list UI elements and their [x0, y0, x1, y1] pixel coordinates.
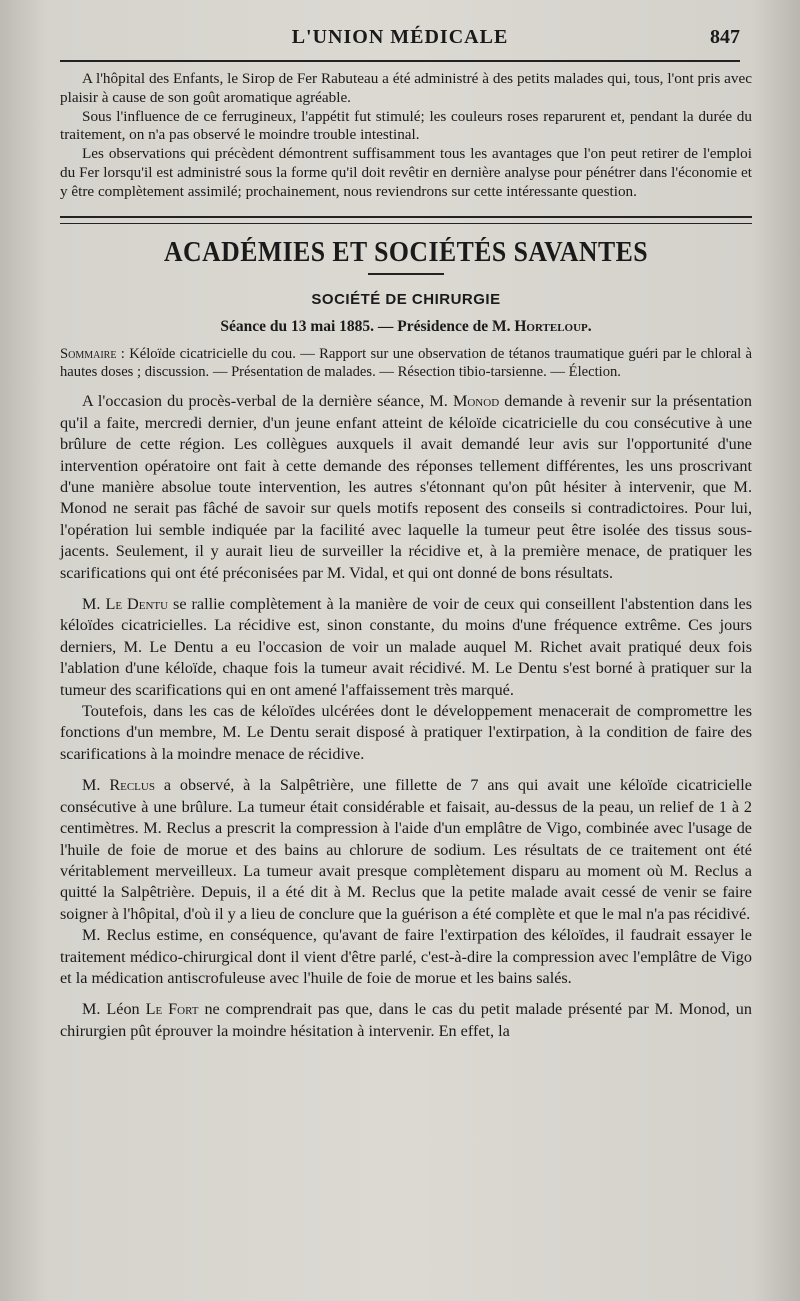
article-body	[60, 70, 752, 1042]
society-title: SOCIÉTÉ DE CHIRURGIE	[311, 290, 501, 308]
paragraph-text: a observé, à la Salpêtrière, une fillette de 7 ans qui avait une kéloïde cicatricielle consécutive à une brûlure. La tumeur était considérable et faisait, au-dessus de la peau, un relief de 1 à 2 centimètres. M. Reclus a prescrit la compression à l'aide d'un emplâtre de Vigo, combinée avec l'usage de l'huile de foie de morue et des bains au chlorure de sodium. Les résultats de ce traitement ont été véritablement merveilleux. La tumeur avait presque complètement disparu au moment où M. Reclus a quitté la Salpêtrière. Depuis, il a été dit à M. Reclus que la petite malade avait cessé de venir se faire soigner à l'hôpital, d'où il y a lieu de conclure que la guérison a été complète et que le mal n'a pas récidivé.	[60, 776, 752, 923]
body-paragraph	[60, 999, 752, 1042]
intro-paragraph: Sous l'influence de ce ferrugineux, l'appétit fut stimulé; les couleurs roses reparurent et, pendant la durée du traitement, on n'a pas observé le moindre trouble intestinal.	[60, 107, 752, 144]
summary	[60, 346, 752, 382]
speaker-name: Le Fort	[145, 1000, 199, 1019]
paragraph-prefix: M.	[82, 595, 106, 614]
paragraph-list	[60, 391, 752, 1042]
paragraph-text: demande à revenir sur la présentation qu'il a faite, mercredi dernier, d'un jeune enfant atteint de kéloïde cicatricielle du cou consécutive à une brûlure de cette région. Les collègues auxquels il avait demandé leur avis sur l'opportunité d'une intervention opératoire ont fait à cette demande des réponses tellement différentes, les uns proscrivant d'une manière absolue toute intervention, les autres s'étonnant qu'on pût hésiter à intervenir, que M. Monod ne serait pas fâché de savoir sur quels motifs reposent des conseils si contradictoires. Pour lui, l'opération lui semble indiquée par la facilité avec laquelle la tumeur peut être isolée des tissus sous-jacents. Seulement, il y aurait lieu de surveiller la récidive et, à la première menace, de pratiquer les scarifications qui ont été préconisées par M. Vidal, et qui ont donné de bons résultats.	[60, 392, 752, 582]
page-number: 847	[710, 26, 740, 48]
paragraph-gap	[60, 989, 752, 999]
intro-paragraph: A l'hôpital des Enfants, le Sirop de Fer Rabuteau a été administré à des petits malades qui, tous, l'ont pris avec plaisir à cause de son goût aromatique agréable.	[60, 70, 752, 106]
body-paragraph	[60, 391, 752, 584]
paragraph-prefix: A l'occasion du procès-verbal de la dernière séance, M.	[82, 392, 453, 411]
summary-label: Sommaire	[60, 345, 117, 362]
section-divider	[60, 216, 752, 224]
speaker-name: Le Dentu	[105, 595, 169, 614]
paragraph-text: ne comprendrait pas que, dans le cas du petit malade présenté par M. Monod, un chirurgien pût éprouver la moindre hésitation à intervenir. En effet, la	[60, 1000, 752, 1040]
title-rule	[368, 273, 444, 275]
body-paragraph	[60, 925, 752, 989]
session-prefix: Séance du 13 mai 1885. — Présidence de M.	[220, 318, 515, 336]
body-paragraph	[60, 775, 752, 925]
speaker-name: Reclus	[109, 776, 155, 795]
session-line	[60, 316, 752, 337]
intro-block	[60, 70, 752, 202]
paragraph-text: Toutefois, dans les cas de kéloïdes ulcérées dont le développement menacerait de compromettre les fonctions d'un membre, M. Le Dentu serait disposé à pratiquer l'extirpation, à la condition de faire des scarifications à la moindre menace de récidive.	[60, 702, 752, 763]
summary-text: : Kéloïde cicatricielle du cou. — Rapport sur une observation de tétanos traumatique guéri par le chloral à hautes doses ; discussion. — Présentation de malades. — Résection tibio-tarsienne. — Élection.	[60, 345, 752, 380]
paragraph-text: se rallie complètement à la manière de voir de ceux qui conseillent l'abstention dans les kéloïdes cicatricielles. La récidive est, sinon constante, du moins d'une fréquence extrême. Ces jours derniers, M. Le Dentu a eu l'occasion de voir un malade auquel M. Richet avait pratiqué deux fois l'ablation d'une kéloïde, chaque fois la tumeur avait récidivé. M. Le Dentu s'est borné à pratiquer sur la tumeur des scarifications qui en ont amené l'affaissement très marqué.	[60, 595, 752, 699]
speaker-name: Monod	[452, 392, 500, 411]
paragraph-prefix: M. Léon	[82, 1000, 146, 1019]
section-title: ACADÉMIES ET SOCIÉTÉS SAVANTES	[163, 236, 649, 268]
journal-title: L'UNION MÉDICALE	[291, 26, 509, 48]
intro-paragraph: Les observations qui précèdent démontrent suffisamment tous les avantages que l'on peut retirer de l'emploi du Fer lorsqu'il est administré sous la forme qu'il doit revêtir en dernière analyse pour pénétrer dans l'économie et y être complètement assimilé; prochainement, nous reviendrons sur cette intéressante question.	[60, 145, 752, 200]
paragraph-gap	[60, 765, 752, 775]
body-paragraph	[60, 594, 752, 701]
paragraph-text: M. Reclus estime, en conséquence, qu'avant de faire l'extirpation des kéloïdes, il faudrait essayer le traitement médico-chirurgical dont il vient d'être parlé, c'est-à-dire la compression avec l'emplâtre de Vigo et la médication antiscrofuleuse avec l'huile de foie de morue et les bains salés.	[60, 926, 752, 987]
body-paragraph	[60, 701, 752, 765]
paragraph-gap	[60, 584, 752, 594]
header-rule	[60, 60, 740, 62]
session-president: Horteloup.	[514, 318, 592, 336]
running-header	[60, 26, 740, 56]
paragraph-prefix: M.	[82, 776, 110, 795]
